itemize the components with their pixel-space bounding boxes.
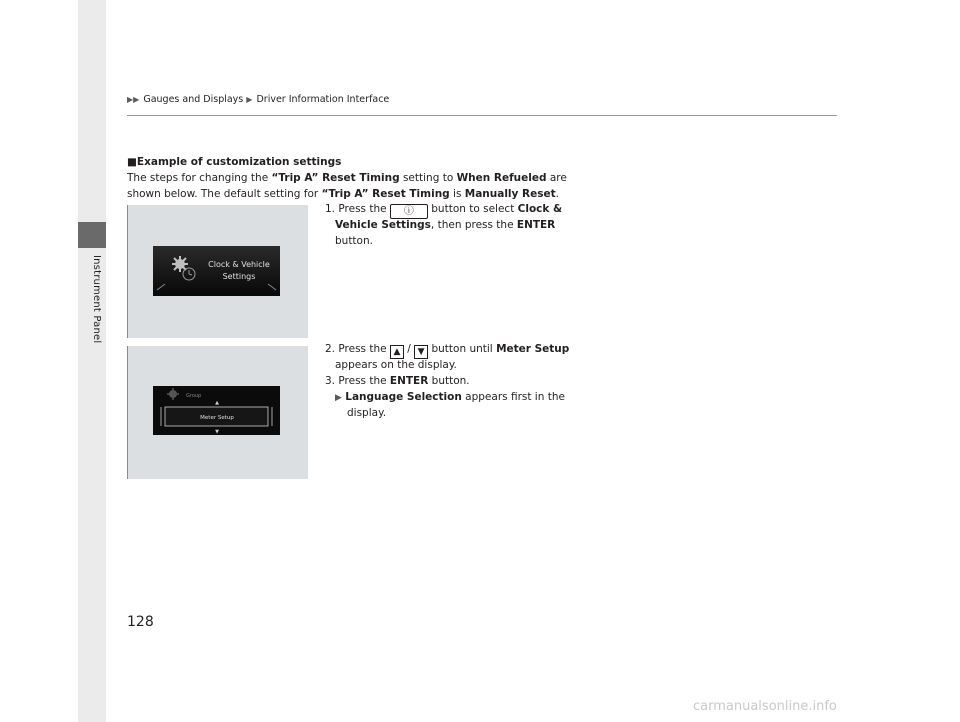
chapter-tab (78, 222, 106, 248)
breadcrumb-item-dii[interactable]: Driver Information Interface (256, 94, 390, 105)
info-button-icon: ⓘ (390, 204, 428, 219)
down-arrow-icon: ▼ (215, 429, 219, 435)
display-screen-2 (153, 386, 280, 435)
meter-setup-screen (153, 386, 280, 435)
step-1-line-1: 1. Press the ⓘ button to select Clock & (325, 203, 563, 217)
step-3-line-3: display. (347, 407, 387, 419)
result-arrow-icon: ▶ (335, 393, 342, 403)
step-2-line-2: appears on the display. (335, 359, 457, 371)
step-2-line-1: 2. Press the ▲ / ▼ button until Meter Setup (325, 343, 570, 357)
display-screen-1 (153, 246, 280, 296)
step-3-result: ▶ Language Selection appears first in the (335, 391, 565, 403)
breadcrumb-arrow-icon: ▶ (246, 95, 253, 104)
svg-text:Meter Setup: Meter Setup (200, 415, 234, 421)
up-button-icon: ▲ (390, 345, 404, 359)
chapter-label: Instrument Panel (91, 255, 102, 344)
down-button-icon: ▼ (414, 345, 428, 359)
svg-text:Group: Group (186, 393, 202, 399)
svg-text:Clock & Vehicle: Clock & Vehicle (208, 260, 270, 269)
step-1-line-2: Vehicle Settings, then press the ENTER (335, 219, 556, 231)
watermark: carmanualsonline.info (693, 699, 837, 714)
intro-line-2: shown below. The default setting for “Trip A” Reset Timing is Manually Reset. (127, 188, 559, 200)
breadcrumb-arrow-icon: ▶▶ (127, 95, 140, 104)
step-1-line-3: button. (335, 235, 373, 247)
up-arrow-icon: ▲ (215, 400, 219, 406)
breadcrumb (127, 94, 389, 105)
svg-text:Settings: Settings (222, 272, 256, 281)
page-number: 128 (127, 614, 154, 630)
section-title: ■Example of customization settings (127, 156, 342, 168)
header-rule (127, 115, 837, 116)
square-bullet-icon: ■ (127, 156, 137, 168)
clock-vehicle-settings-screen (153, 246, 280, 296)
step-3-line-1: 3. Press the ENTER button. (325, 375, 470, 387)
intro-line-1: The steps for changing the “Trip A” Reset Timing setting to When Refueled are (127, 172, 567, 184)
breadcrumb-item-gauges[interactable]: Gauges and Displays (143, 94, 244, 105)
